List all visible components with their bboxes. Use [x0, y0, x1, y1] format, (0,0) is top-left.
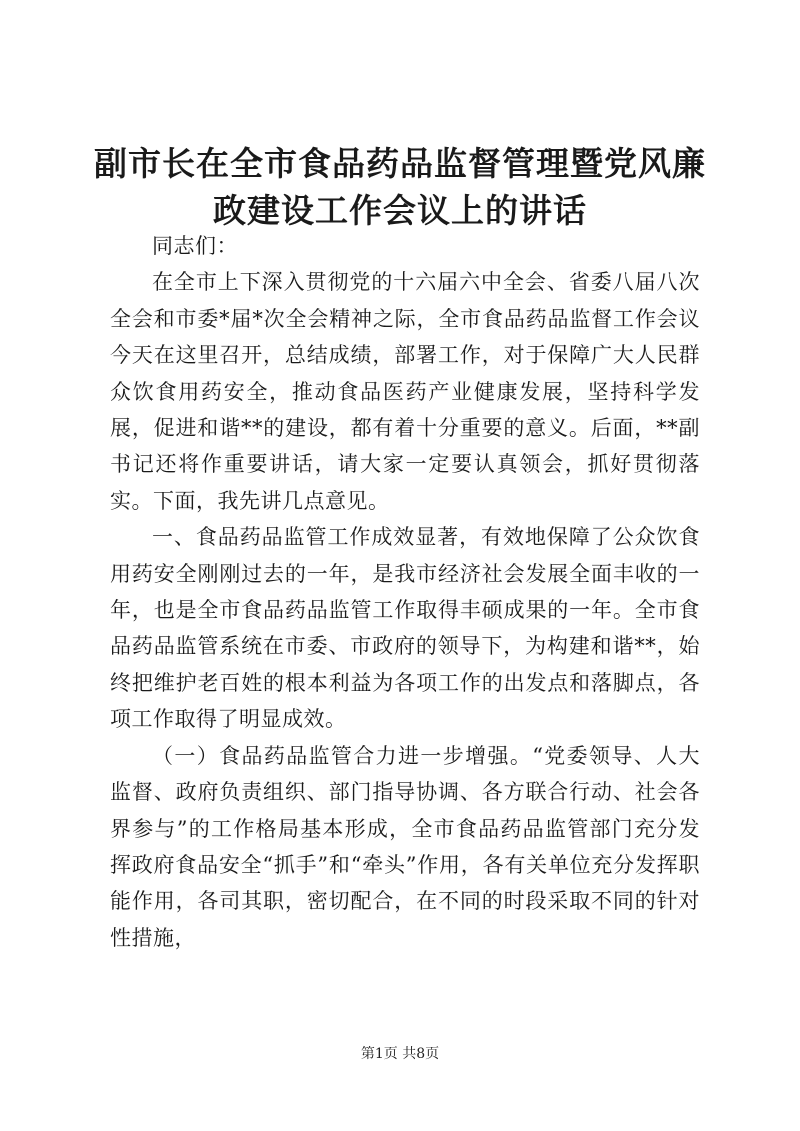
body-paragraph: 在全市上下深入贯彻党的十六届六中全会、省委八届八次全会和市委*届*次全会精神之际，全市食品药品监督工作会议今天在这里召开，总结成绩，部署工作，对于保障广大人民群众饮食用药安全，推动食品医药产业健康发展，坚持科学发展，促进和谐**的建设，都有着十分重要的意义。后面，**副书记还将作重要讲话，请大家一定要认真领会，抓好贯彻落实。下面，我先讲几点意见。	[110, 270, 700, 513]
body-paragraph: 一、食品药品监管工作成效显著，有效地保障了公众饮食用药安全刚刚过去的一年，是我市经济社会发展全面丰收的一年，也是全市食品药品监管工作取得丰硕成果的一年。全市食品药品监管系统在市委、市政府的领导下，为构建和谐**，始终把维护老百姓的根本利益为各项工作的出发点和落脚点，各项工作取得了明显成效。	[110, 525, 700, 732]
document-body	[110, 228, 700, 956]
body-paragraph: （一）食品药品监管合力进一步增强。“党委领导、人大监督、政府负责组织、部门指导协调、各方联合行动、社会各界参与”的工作格局基本形成，全市食品药品监管部门充分发挥政府食品安全“抓手”和“牵头”作用，各有关单位充分发挥职能作用，各司其职，密切配合，在不同的时段采取不同的针对性措施，	[110, 743, 700, 950]
salutation-paragraph: 同志们：	[152, 234, 238, 258]
page-number-footer: 第1页 共8页	[360, 1046, 440, 1062]
document-title: 副市长在全市食品药品监督管理暨党风廉政建设工作会议上的讲话	[94, 144, 706, 230]
